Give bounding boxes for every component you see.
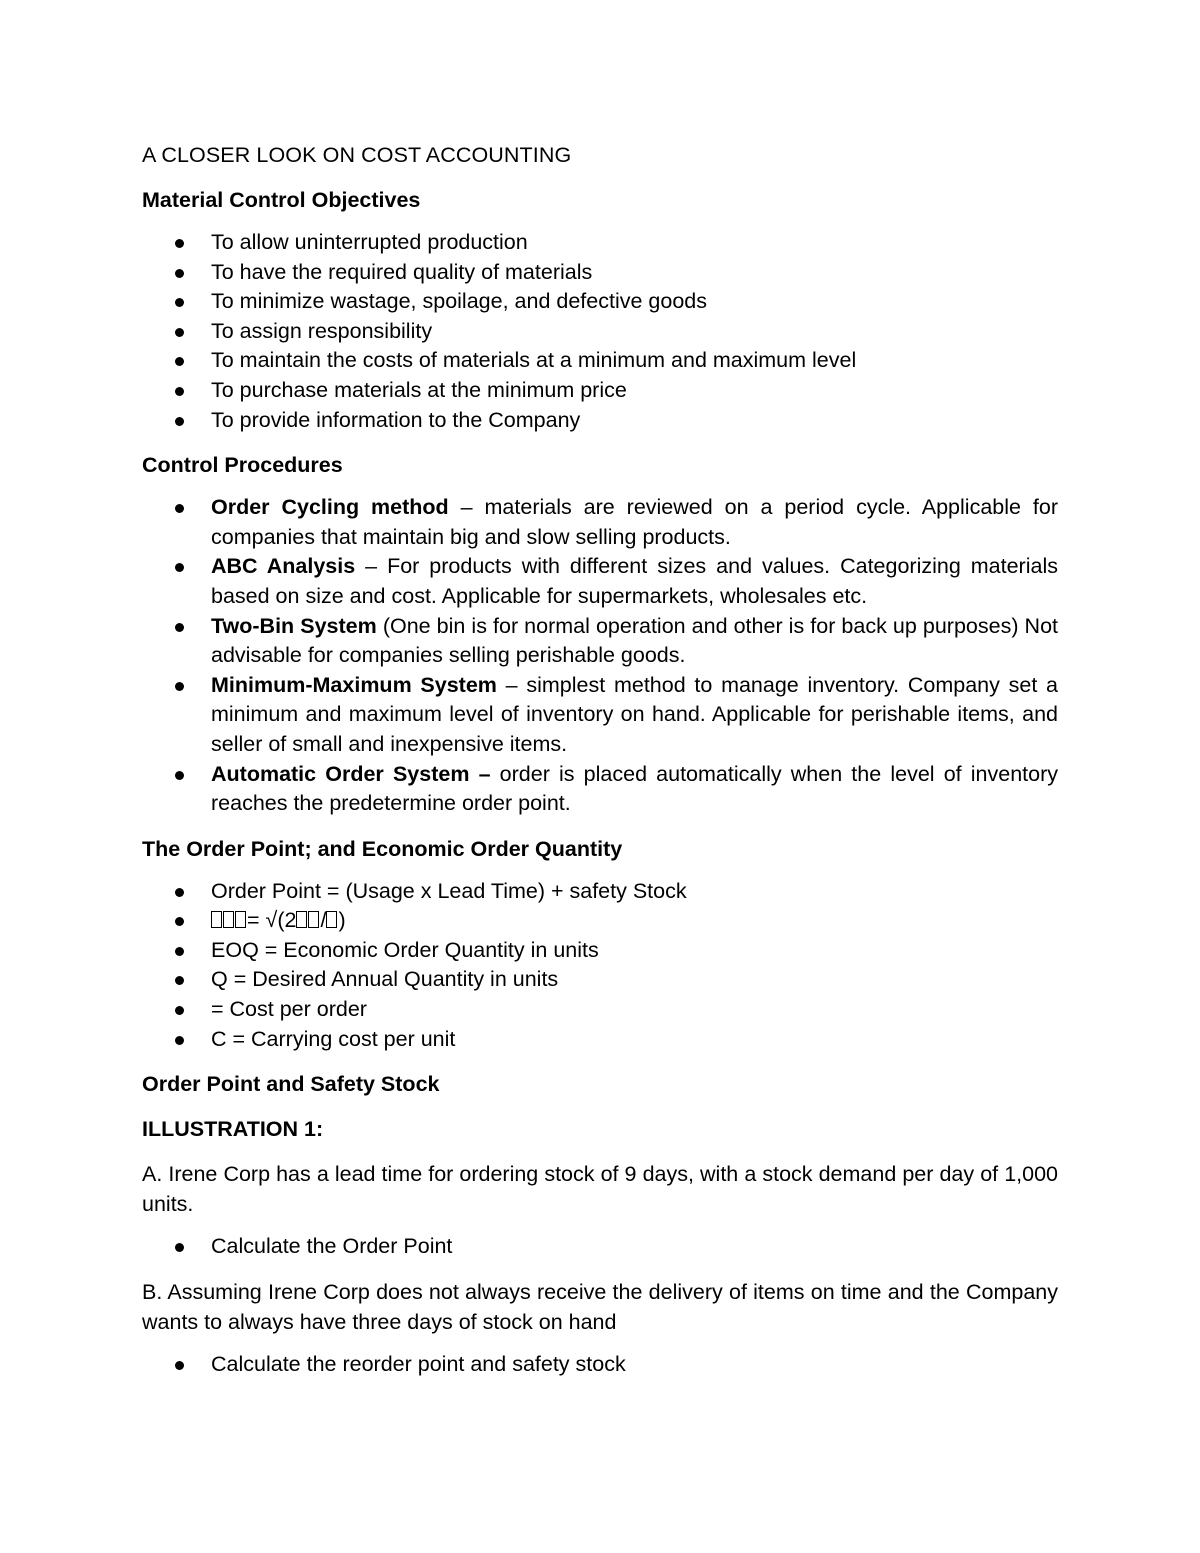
procedure-term: Two-Bin System [211,613,377,638]
illustration-heading: ILLUSTRATION 1: [142,1117,324,1142]
illustration-part-a: A. Irene Corp has a lead time for ordering stock of 9 days, with a stock demand per day of 1,000 units. [142,1162,1058,1216]
procedure-description: – For products with different sizes and values. Categorizing materials based on size and cost. Applicable for supermarkets, wholesales etc. [211,554,1058,608]
order-point-eoq-list [142,877,1058,1055]
part-b-list [142,1350,1058,1380]
order-point-eoq-heading: The Order Point; and Economic Order Quantity [142,836,623,861]
list-item: EOQ = Economic Order Quantity in units [142,936,1058,966]
procedure-term: ABC Analysis [211,554,356,579]
missing-glyph-icon [235,911,246,928]
part-a-list [142,1232,1058,1262]
list-item: To purchase materials at the minimum price [142,376,1058,406]
missing-glyph-icon [296,911,307,928]
illustration-part-b: B. Assuming Irene Corp does not always receive the delivery of items on time and the Company wants to always have three days of stock on hand [142,1280,1058,1334]
procedure-description: (One bin is for normal operation and other is for back up purposes) Not advisable for companies selling perishable goods. [211,613,1058,668]
formula-part: ) [338,908,346,933]
procedure-item [142,671,1058,760]
material-control-list [142,228,1058,435]
list-item: Order Point = (Usage x Lead Time) + safety Stock [142,877,1058,907]
control-procedures-heading: Control Procedures [142,453,343,478]
missing-glyph-icon [308,911,319,928]
procedure-term: Order Cycling method [211,495,449,520]
procedure-item [142,552,1058,611]
list-item: C = Carrying cost per unit [142,1025,1058,1055]
control-procedures-list [142,493,1058,819]
missing-glyph-icon [223,911,234,928]
list-item: Calculate the reorder point and safety stock [142,1350,1058,1380]
formula-part: / [320,908,327,933]
document-title: A CLOSER LOOK ON COST ACCOUNTING [142,143,572,167]
procedure-description: order is placed automatically when the level of inventory reaches the predetermine order point. [211,761,1058,816]
procedure-term: Automatic Order System – [211,761,491,786]
list-item: To minimize wastage, spoilage, and defective goods [142,287,1058,317]
missing-glyph-icon [211,911,222,928]
list-item: Q = Desired Annual Quantity in units [142,965,1058,995]
list-item: Calculate the Order Point [142,1232,1058,1262]
material-control-heading: Material Control Objectives [142,188,421,212]
list-item: To allow uninterrupted production [142,228,1058,258]
procedure-description: – simplest method to manage inventory. Company set a minimum and maximum level of inventory on hand. Applicable for perishable items, and seller of small and inexpensive items. [211,672,1058,756]
safety-stock-heading: Order Point and Safety Stock [142,1072,440,1097]
procedure-description: – materials are reviewed on a period cycle. Applicable for companies that maintain big and slow selling products. [211,495,1058,549]
eoq-formula-item [142,906,1058,936]
list-item: To assign responsibility [142,317,1058,347]
procedure-term: Minimum-Maximum System [211,672,497,697]
list-item: To provide information to the Company [142,406,1058,436]
list-item: To have the required quality of materials [142,258,1058,288]
procedure-item [142,760,1058,819]
list-item: To maintain the costs of materials at a minimum and maximum level [142,346,1058,376]
procedure-item [142,493,1058,552]
formula-part: = √(2 [247,908,297,933]
missing-glyph-icon [326,911,337,928]
list-item: = Cost per order [142,995,1058,1025]
procedure-item [142,612,1058,671]
